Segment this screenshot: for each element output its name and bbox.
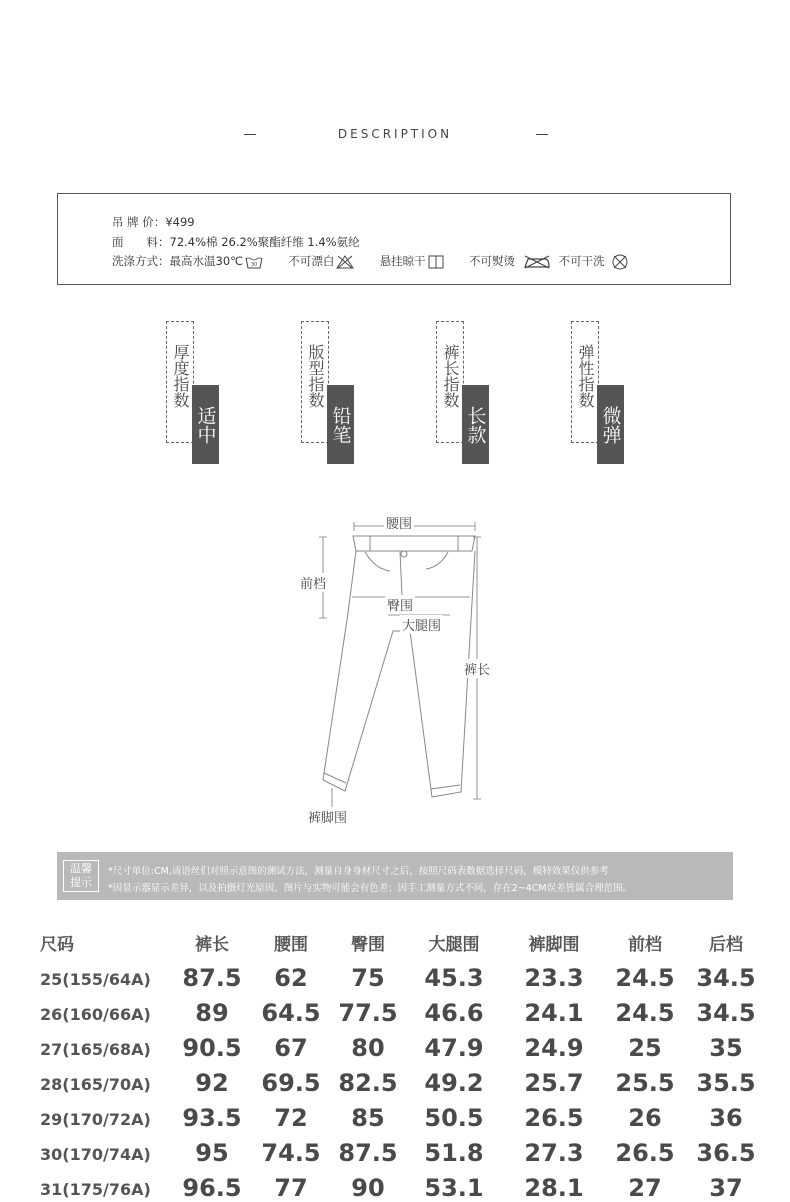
index-value: 铅笔	[327, 385, 354, 464]
care-bleach-label: 不可漂白	[288, 254, 335, 268]
measure-cell: 51.8	[424, 1139, 484, 1167]
hang-dry-icon	[428, 255, 444, 269]
length-index	[436, 321, 496, 466]
notice-bar	[57, 852, 733, 900]
index-value: 适中	[192, 385, 219, 464]
measure-cell: 67	[274, 1034, 308, 1062]
measure-cell: 25	[628, 1034, 662, 1062]
measure-cell: 77	[274, 1174, 308, 1202]
measure-cell: 37	[709, 1174, 743, 1202]
measure-cell: 50.5	[424, 1104, 484, 1132]
description-title: DESCRIPTION	[337, 127, 453, 141]
measure-cell: 49.2	[424, 1069, 484, 1097]
measure-cell: 85	[351, 1104, 385, 1132]
table-header-cell: 大腿围	[428, 935, 480, 955]
measure-cell: 74.5	[261, 1139, 321, 1167]
care-iron-label: 不可熨烫	[469, 254, 515, 268]
size-cell: 29(170/72A)	[40, 1110, 151, 1129]
measure-cell: 28.1	[524, 1174, 584, 1202]
measure-cell: 36	[709, 1104, 743, 1132]
size-cell: 31(175/76A)	[40, 1180, 151, 1199]
index-label: 厚度指数	[171, 344, 190, 408]
measure-cell: 26.5	[524, 1104, 584, 1132]
measure-cell: 24.5	[615, 964, 675, 992]
measure-cell: 82.5	[338, 1069, 398, 1097]
index-value: 微弹	[597, 385, 624, 464]
measure-cell: 24.9	[524, 1034, 584, 1062]
measure-cell: 90.5	[182, 1034, 242, 1062]
table-header-cell: 尺码	[40, 935, 74, 955]
measure-cell: 45.3	[424, 964, 484, 992]
hem-label: 裤脚围	[306, 807, 349, 826]
measure-cell: 93.5	[182, 1104, 242, 1132]
wash-30-icon	[245, 255, 263, 269]
table-header-cell: 裤长	[195, 935, 229, 955]
measure-cell: 47.9	[424, 1034, 484, 1062]
index-label: 弹性指数	[576, 344, 595, 408]
measure-cell: 27	[628, 1174, 662, 1202]
fit-index	[301, 321, 361, 466]
measure-cell: 23.3	[524, 964, 584, 992]
table-header-cell: 臀围	[351, 935, 385, 955]
svg-text:30: 30	[250, 261, 258, 268]
measure-cell: 24.5	[615, 999, 675, 1027]
table-header-cell: 前档	[628, 935, 662, 955]
measure-cell: 34.5	[696, 999, 756, 1027]
no-dry-clean-icon	[611, 254, 629, 270]
index-label: 版型指数	[306, 344, 325, 408]
notice-line-2: *因显示器显示差异，以及拍摄灯光原因，图片与实物可能会有色差；因手工测量方式不同，存在2~4CM误差皆属合理范围。	[108, 883, 633, 894]
measure-cell: 24.1	[524, 999, 584, 1027]
measure-cell: 62	[274, 964, 308, 992]
fabric-label: 面 料	[112, 235, 158, 249]
measure-cell: 92	[195, 1069, 229, 1097]
no-bleach-icon	[336, 255, 354, 269]
notice-line-1: *尺寸单位:CM,请语丝们对照示意图的测试方法，测量自身身材尺寸之后，按照尺码表数据选择尺码，模特效果仅供参考	[108, 866, 609, 877]
size-cell: 28(165/70A)	[40, 1075, 151, 1094]
fabric-row: 面 料：72.4%棉 26.2%聚酯纤维 1.4%氨纶	[112, 235, 360, 249]
measure-cell: 77.5	[338, 999, 398, 1027]
measure-cell: 34.5	[696, 964, 756, 992]
thigh-label: 大腿围	[400, 615, 443, 634]
price-value: ¥499	[165, 215, 195, 229]
size-cell: 30(170/74A)	[40, 1145, 151, 1164]
length-label: 裤长	[462, 659, 492, 678]
measure-cell: 80	[351, 1034, 385, 1062]
price-row: 吊 牌 价：¥499	[112, 215, 195, 229]
front-rise-label: 前档	[298, 573, 328, 592]
wash-label: 洗涤方式	[112, 254, 158, 268]
fabric-value: 72.4%棉 26.2%聚酯纤维 1.4%氨纶	[169, 235, 360, 249]
notice-tag	[63, 860, 99, 892]
care-wash-label: 最高水温30℃	[169, 254, 244, 268]
wash-row: 洗涤方式：最高水温30℃ 30 不可漂白 悬挂晾干 不可熨烫 不可干洗	[112, 253, 633, 270]
measure-cell: 87.5	[182, 964, 242, 992]
index-value: 长款	[462, 385, 489, 464]
measure-cell: 90	[351, 1174, 385, 1202]
measure-cell: 35.5	[696, 1069, 756, 1097]
hip-label: 臀围	[385, 595, 415, 614]
size-cell: 27(165/68A)	[40, 1040, 151, 1059]
measure-cell: 89	[195, 999, 229, 1027]
thickness-index	[166, 321, 226, 466]
care-dryclean-label: 不可干洗	[558, 254, 605, 268]
no-iron-icon	[523, 255, 551, 269]
table-header-cell: 后档	[709, 935, 743, 955]
title-dash-right	[536, 134, 548, 135]
notice-tag-line1: 温馨	[70, 862, 92, 875]
measure-cell: 64.5	[261, 999, 321, 1027]
size-cell: 25(155/64A)	[40, 970, 151, 989]
waist-label: 腰围	[384, 513, 414, 532]
measure-cell: 69.5	[261, 1069, 321, 1097]
measure-cell: 75	[351, 964, 385, 992]
measure-cell: 72	[274, 1104, 308, 1132]
stretch-index	[571, 321, 631, 466]
notice-tag-line2: 提示	[70, 876, 92, 889]
measure-cell: 96.5	[182, 1174, 242, 1202]
care-dry-label: 悬挂晾干	[379, 254, 426, 268]
measure-cell: 25.5	[615, 1069, 675, 1097]
measure-cell: 36.5	[696, 1139, 756, 1167]
measure-cell: 35	[709, 1034, 743, 1062]
measure-cell: 46.6	[424, 999, 484, 1027]
measure-cell: 27.3	[524, 1139, 584, 1167]
size-cell: 26(160/66A)	[40, 1005, 151, 1024]
measure-cell: 53.1	[424, 1174, 484, 1202]
measure-cell: 26	[628, 1104, 662, 1132]
measure-cell: 25.7	[524, 1069, 584, 1097]
measure-cell: 26.5	[615, 1139, 675, 1167]
table-header-cell: 腰围	[274, 935, 308, 955]
measure-cell: 87.5	[338, 1139, 398, 1167]
measure-cell: 95	[195, 1139, 229, 1167]
index-label: 裤长指数	[441, 344, 460, 408]
table-header-cell: 裤脚围	[528, 935, 580, 955]
price-label: 吊 牌 价	[112, 215, 154, 229]
